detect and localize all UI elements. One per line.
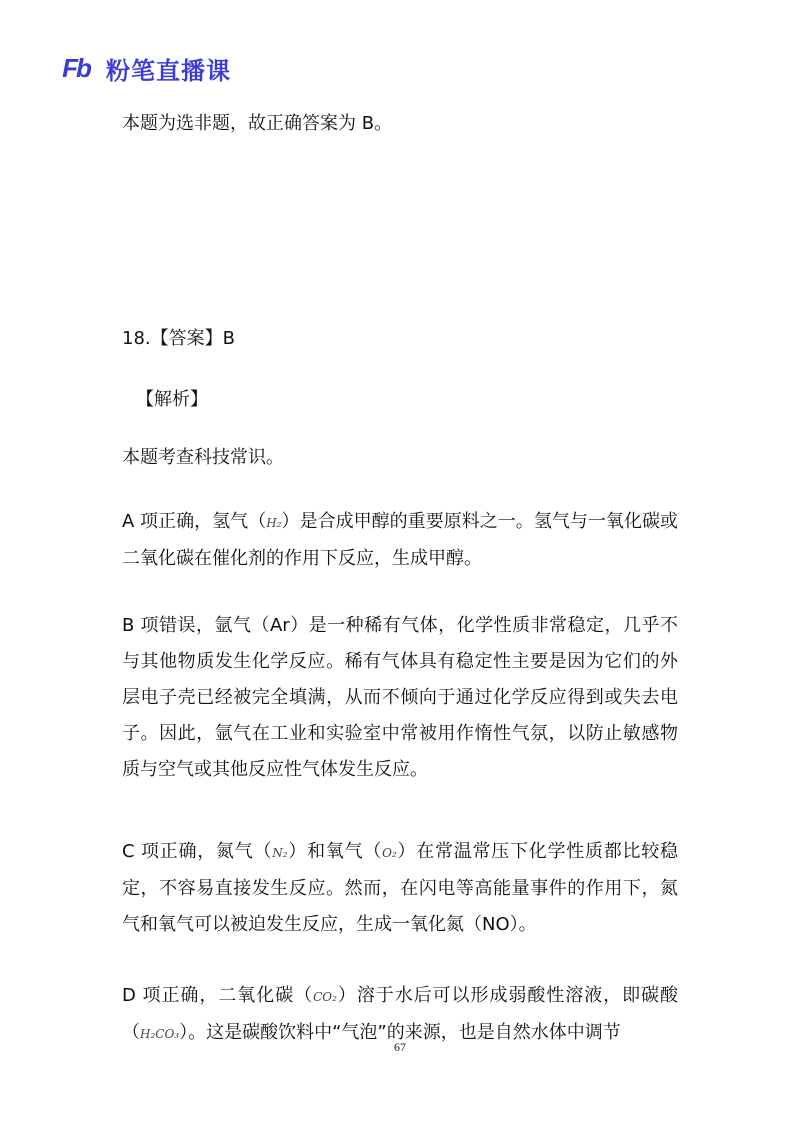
option-d-text-1: D 项正确，二氧化碳（: [122, 985, 314, 1006]
option-d-text-2: ）溶于水后可以形成弱酸性溶液，即碳酸（: [122, 985, 678, 1043]
formula-h2: H₂: [266, 516, 282, 530]
brand-header: [56, 52, 231, 84]
option-c-text-2: ）和氧气（: [287, 841, 383, 862]
option-a-text-2: ）是合成甲醇的重要原料之一。氢气与一氧化碳或二氧化碳在催化剂的作用下反应，生成甲醇。: [122, 511, 678, 569]
paragraph-option-a: [122, 504, 678, 577]
answer-heading: 18.【答案】B: [122, 328, 235, 349]
option-c-text-1: C 项正确，氮气（: [122, 841, 273, 862]
page-number: 67: [394, 1040, 406, 1054]
paragraph-option-b: B 项错误，氩气（Ar）是一种稀有气体，化学性质非常稳定，几乎不与其他物质发生化学反应。稀有气体具有稳定性主要是因为它们的外层电子壳已经被完全填满，从而不倾向于通过化学反应得到或失去电子。因此，氩气在工业和实验室中常被用作惰性气氛，以防止敏感物质与空气或其他反应性气体发生反应。: [122, 615, 678, 780]
formula-co2: CO₂: [313, 990, 337, 1004]
option-a-text-1: A 项正确，氢气（: [122, 511, 267, 532]
paragraph-option-c: [122, 834, 678, 943]
formula-h2co3: H₂CO₃: [140, 1027, 180, 1041]
analysis-heading: 【解析】: [136, 389, 208, 410]
paragraph-conclusion: 本题为选非题，故正确答案为 B。: [122, 113, 393, 134]
paragraph-topic: 本题考查科技常识。: [122, 447, 284, 468]
option-d-text-3: ）。这是碳酸饮料中“气泡”的来源，也是自然水体中调节: [179, 1022, 621, 1043]
formula-o2: O₂: [382, 846, 397, 860]
brand-name: 粉笔直播课: [106, 56, 231, 85]
fenbi-logo-icon: Fb: [62, 52, 90, 83]
formula-n2: N₂: [272, 846, 288, 860]
option-c-text-3: ）在常温常压下化学性质都比较稳定，不容易直接发生反应。然而，在闪电等高能量事件的作用下，氮气和氧气可以被迫发生反应，生成一氧化氮（NO）。: [122, 841, 679, 935]
